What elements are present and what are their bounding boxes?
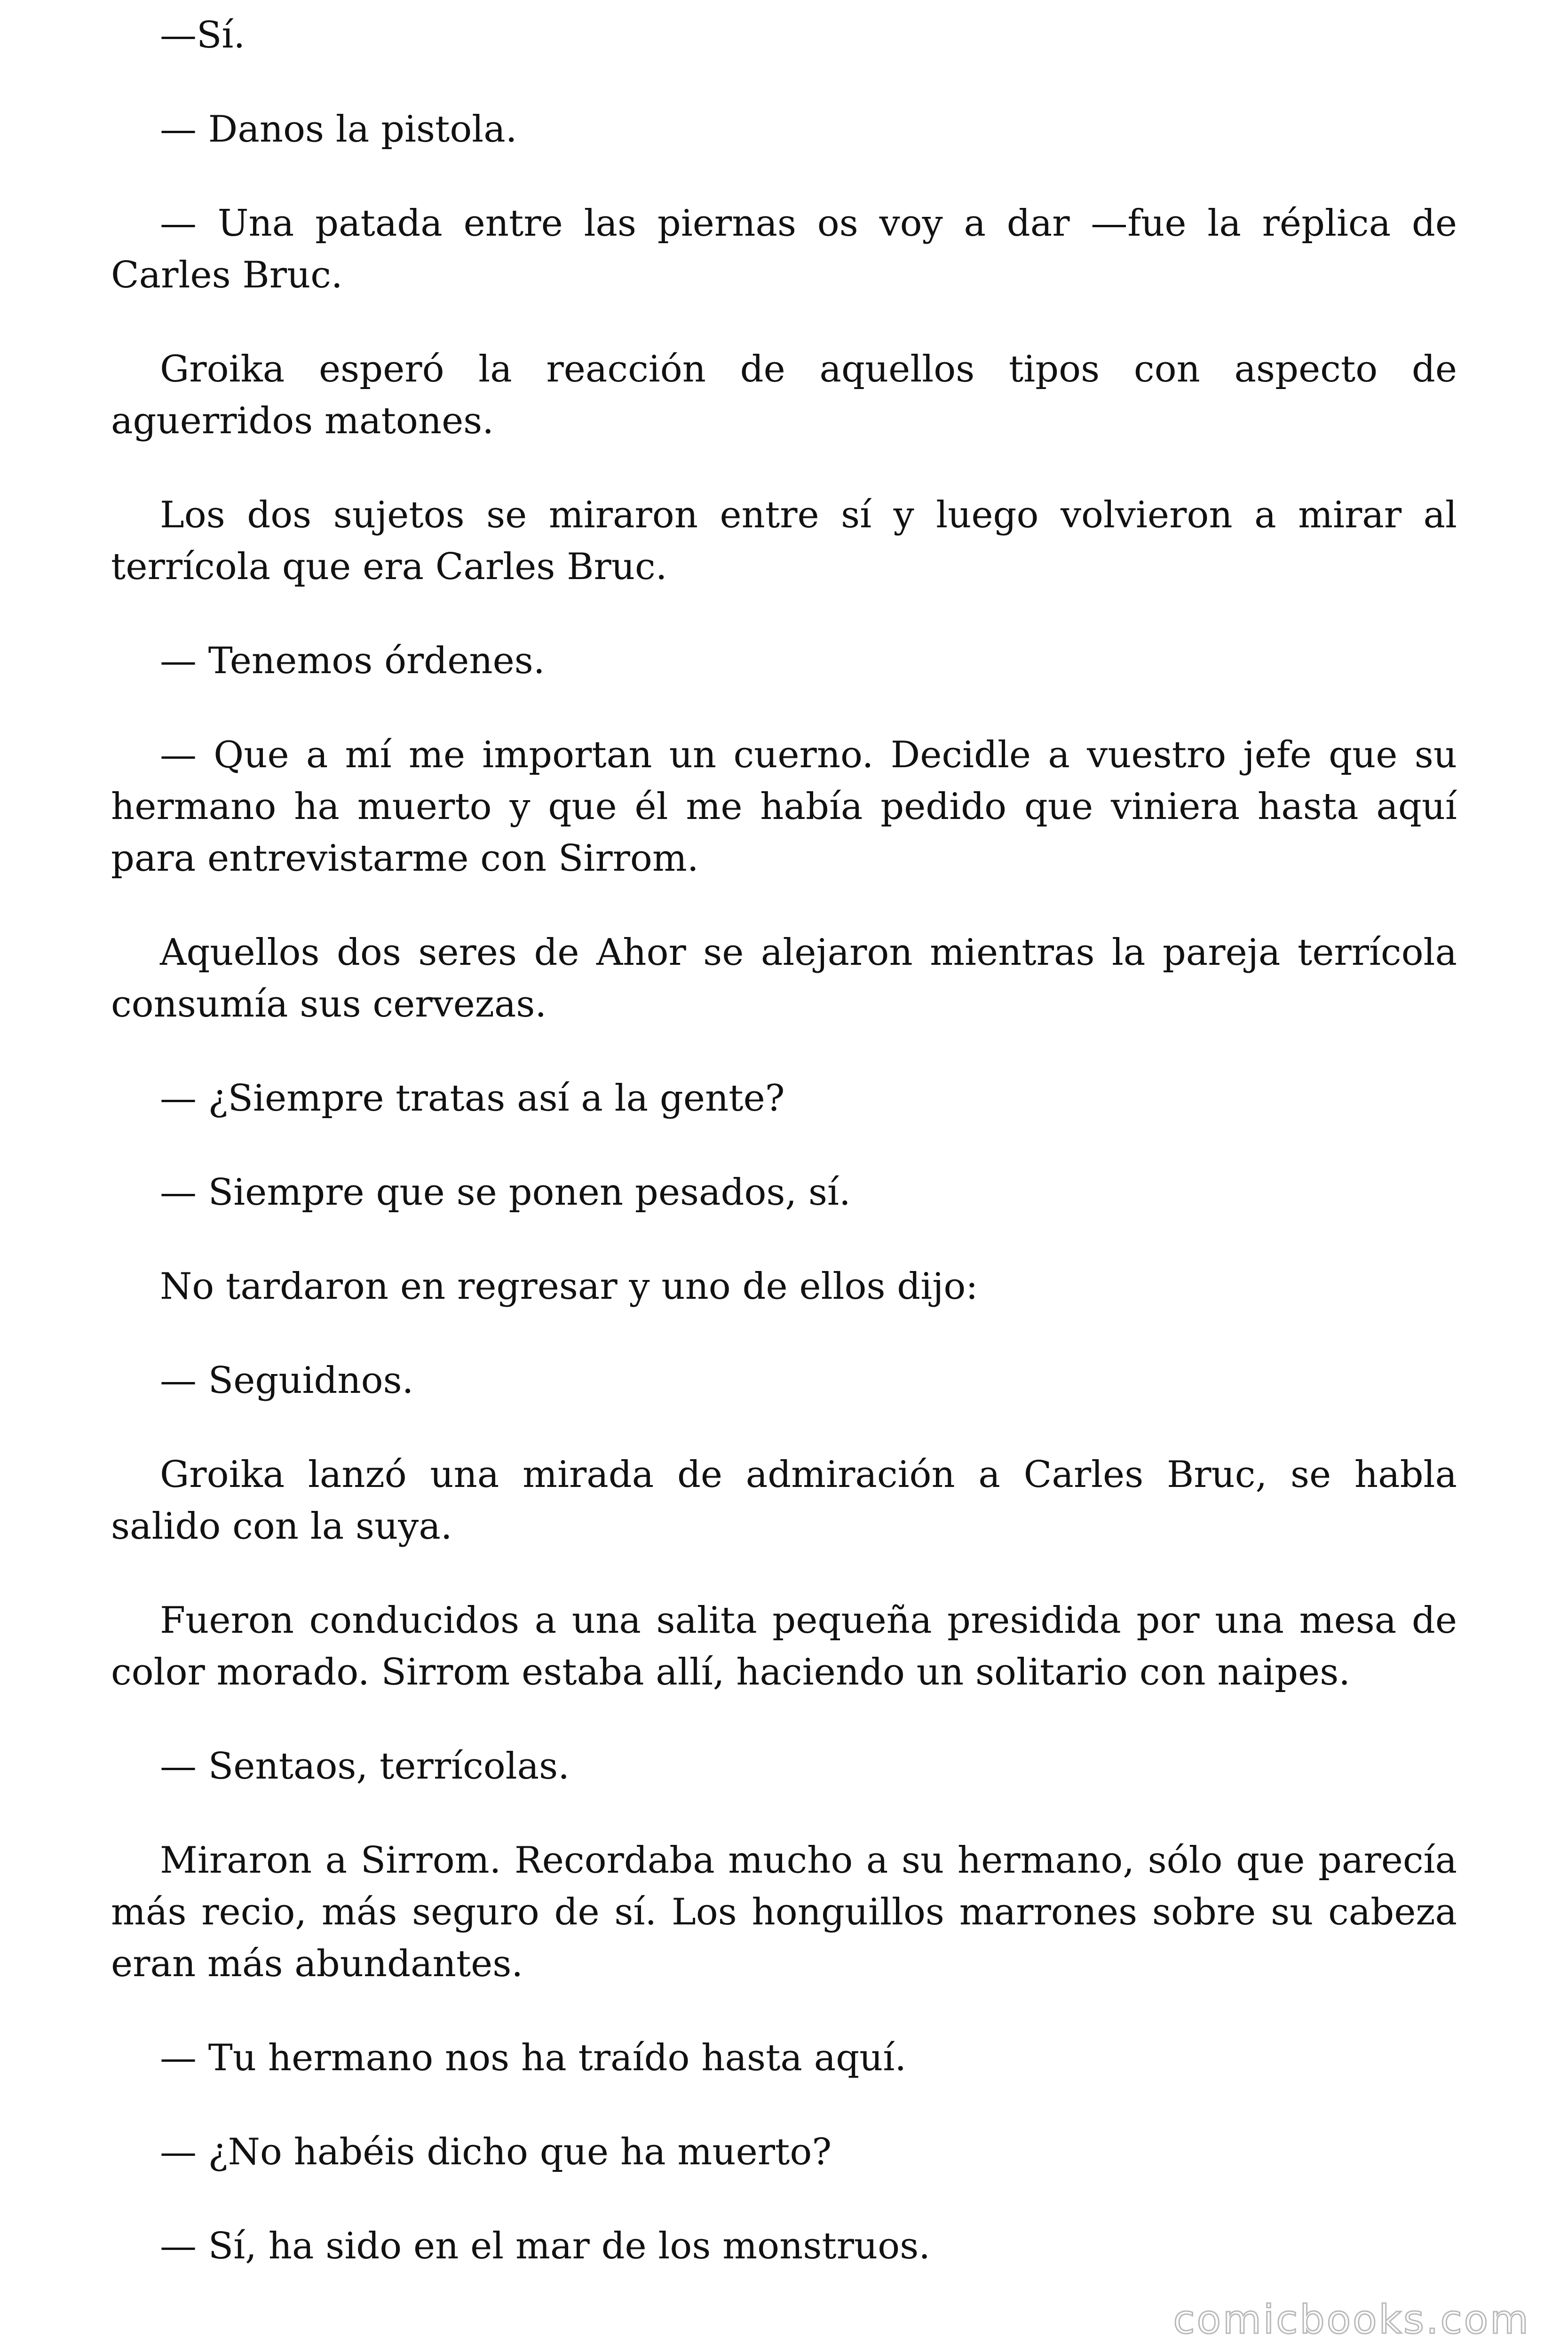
paragraph-5: Los dos sujetos se miraron entre sí y luego volvieron a mirar al terrícola que era Carles Bruc. (111, 494, 1457, 588)
paragraph-15: — Sentaos, terrícolas. (160, 1745, 570, 1788)
paragraph-14: Fueron conducidos a una salita pequeña presidida por una mesa de color morado. Sirrom estaba allí, haciendo un solitario con naipes. (111, 1599, 1457, 1693)
paragraph-12: — Seguidnos. (160, 1359, 414, 1402)
paragraph-2: — Danos la pistola. (160, 108, 517, 151)
paragraph-16: Miraron a Sirrom. Recordaba mucho a su hermano, sólo que parecía más recio, más seguro de sí. Los honguillos marrones sobre su cabeza eran más abundantes. (111, 1839, 1457, 1985)
paragraph-3: — Una patada entre las piernas os voy a dar —fue la réplica de Carles Bruc. (111, 202, 1457, 296)
paragraph-4: Groika esperó la reacción de aquellos tipos con aspecto de aguerridos matones. (111, 348, 1457, 442)
paragraph-9: — ¿Siempre tratas así a la gente? (160, 1077, 785, 1120)
paragraph-18: — ¿No habéis dicho que ha muerto? (160, 2131, 832, 2173)
paragraph-19: — Sí, ha sido en el mar de los monstruos. (160, 2225, 931, 2267)
paragraph-10: — Siempre que se ponen pesados, sí. (160, 1171, 851, 1214)
paragraph-1: —Sí. (160, 14, 245, 56)
paragraph-13: Groika lanzó una mirada de admiración a Carles Bruc, se habla salido con la suya. (111, 1454, 1457, 1548)
page-body (111, 9, 1457, 2314)
paragraph-11: No tardaron en regresar y uno de ellos dijo: (160, 1265, 978, 1308)
paragraph-7: — Que a mí me importan un cuerno. Decidle a vuestro jefe que su hermano ha muerto y que él me había pedido que viniera hasta aquí para entrevistarme con Sirrom. (111, 734, 1457, 880)
paragraph-6: — Tenemos órdenes. (160, 640, 545, 682)
watermark: comicbooks.com (1173, 2296, 1530, 2343)
paragraph-17: — Tu hermano nos ha traído hasta aquí. (160, 2037, 907, 2079)
paragraph-8: Aquellos dos seres de Ahor se alejaron mientras la pareja terrícola consumía sus cervezas. (111, 931, 1457, 1025)
